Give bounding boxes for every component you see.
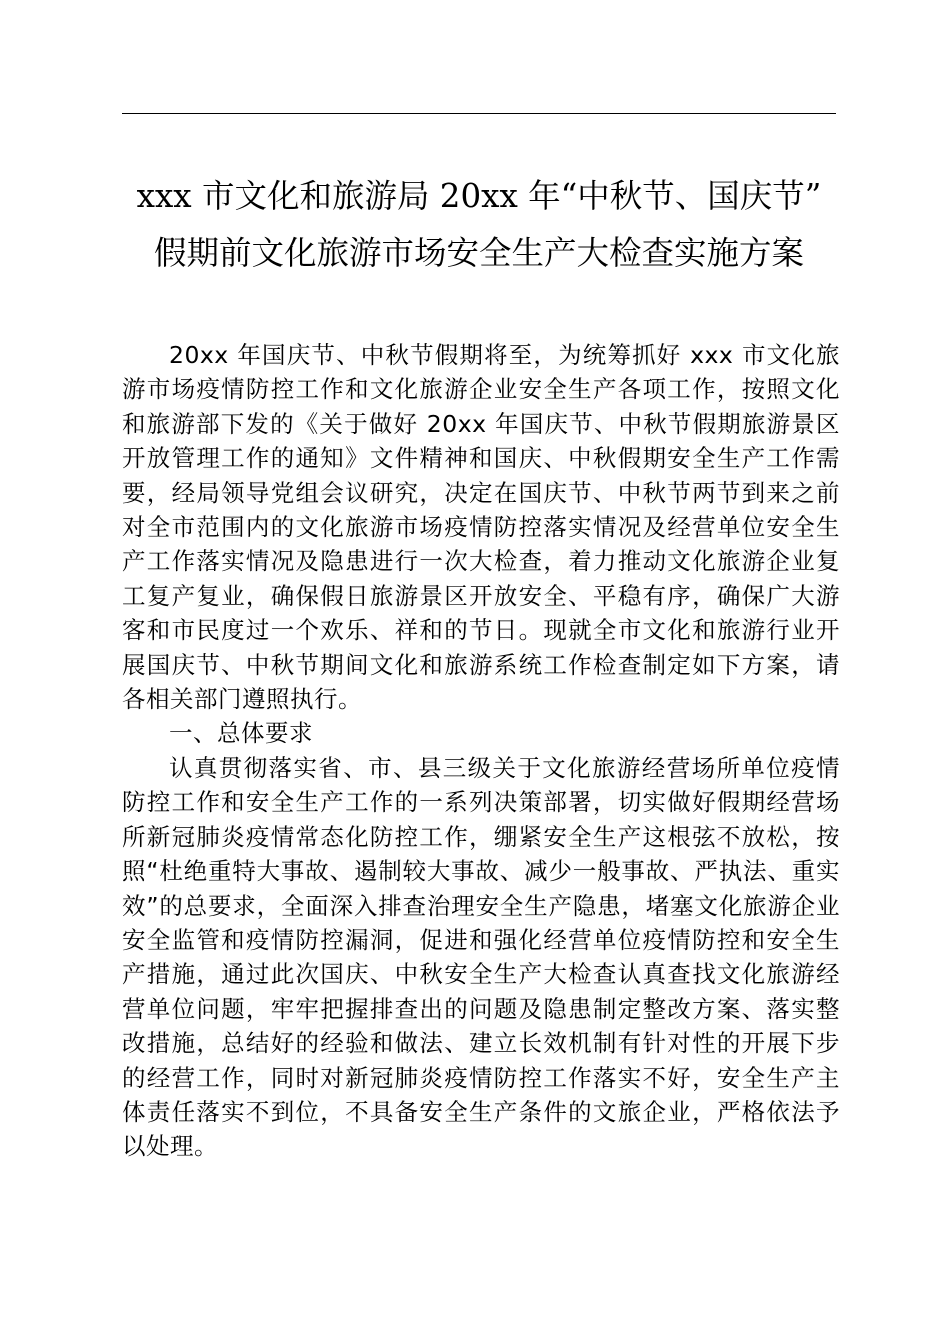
section-1-heading: 一、总体要求 <box>169 719 313 748</box>
header-rule <box>122 113 836 114</box>
section-1-paragraph: 认真贯彻落实省、市、县三级关于文化旅游经营场所单位疫情防控工作和安全生产工作的一系列决策部署，切实做好假期经营场所新冠肺炎疫情常态化防控工作，绷紧安全生产这根弦不放松，按照“杜绝重特大事故、遏制较大事故、减少一般事故、严执法、重实效”的总要求，全面深入排查治理安全生产隐患，堵塞文化旅游企业安全监管和疫情防控漏洞，促进和强化经营单位疫情防控和安全生产措施，通过此次国庆、中秋安全生产大检查认真查找文化旅游经营单位问题，牢牢把握排查出的问题及隐患制定整改方案、落实整改措施，总结好的经验和做法、建立长效机制有针对性的开展下步的经营工作，同时对新冠肺炎疫情防控工作落实不好，安全生产主体责任落实不到位，不具备安全生产条件的文旅企业，严格依法予以处理。 <box>122 753 840 1161</box>
title-line-1: xxx 市文化和旅游局 20xx 年“中秋节、国庆节” <box>136 177 822 215</box>
document-title <box>112 168 846 282</box>
intro-paragraph: 20xx 年国庆节、中秋节假期将至，为统筹抓好 xxx 市文化旅游市场疫情防控工作和文化旅游企业安全生产各项工作，按照文化和旅游部下发的《关于做好 20xx 年国庆节、中秋节假期旅游景区开放管理工作的通知》文件精神和国庆、中秋假期安全生产工作需要，经局领导党组会议研究，决定在国庆节、中秋节两节到来之前对全市范围内的文化旅游市场疫情防控落实情况及经营单位安全生产工作落实情况及隐患进行一次大检查，着力推动文化旅游企业复工复产复业，确保假日旅游景区开放安全、平稳有序，确保广大游客和市民度过一个欢乐、祥和的节日。现就全市文化和旅游行业开展国庆节、中秋节期间文化和旅游系统工作检查制定如下方案，请各相关部门遵照执行。 <box>122 341 840 714</box>
title-line-2: 假期前文化旅游市场安全生产大检查实施方案 <box>153 234 804 272</box>
document-body <box>122 338 840 1164</box>
